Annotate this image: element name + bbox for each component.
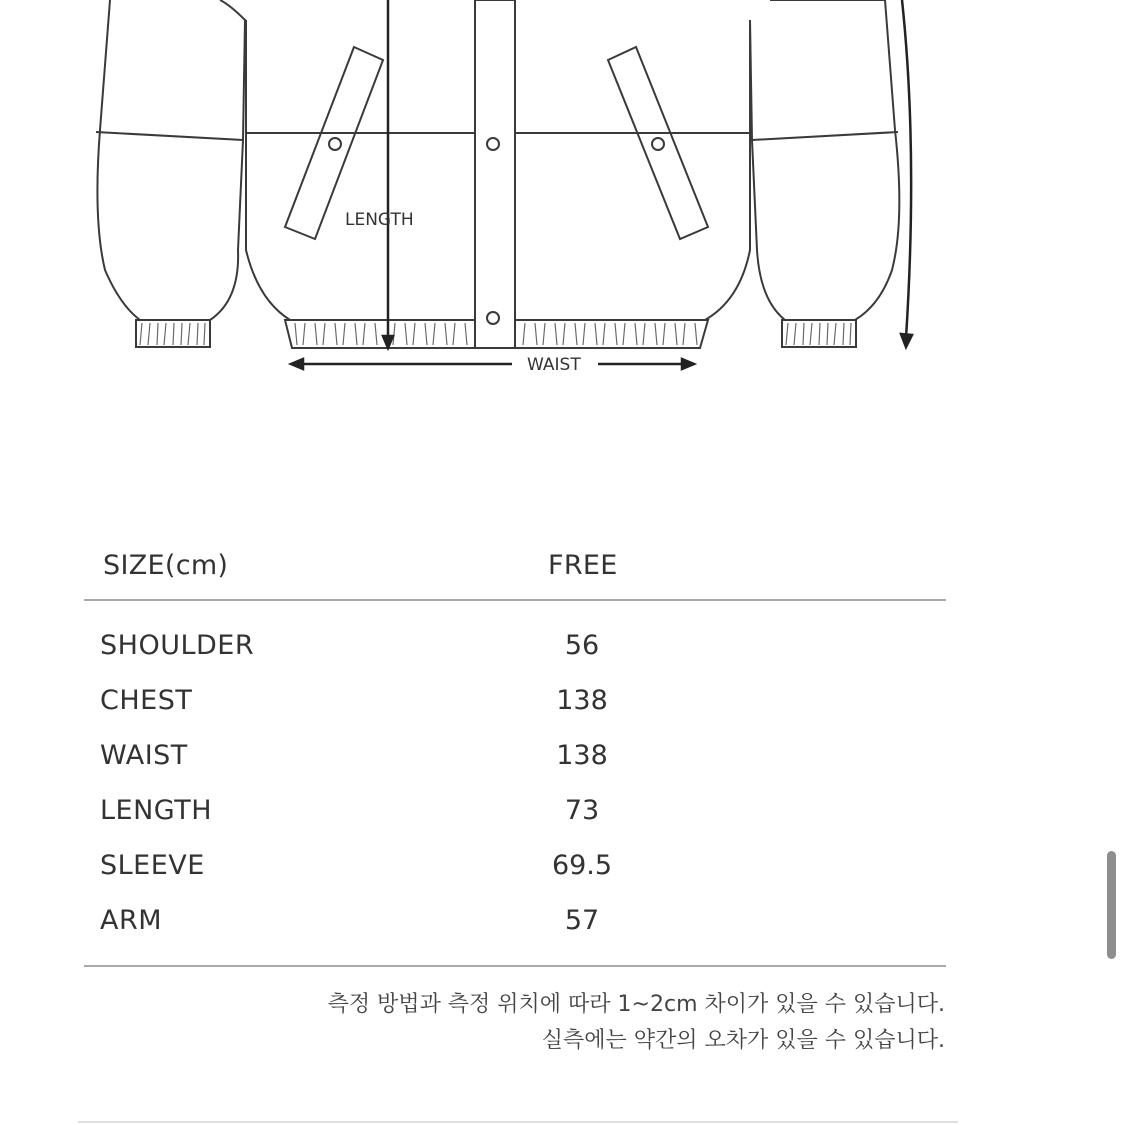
length-label: LENGTH xyxy=(345,210,414,230)
measure-value: 138 xyxy=(556,740,608,771)
measure-value: 73 xyxy=(564,795,600,826)
body-left-panel xyxy=(246,0,475,320)
tolerance-note: 실측에는 약간의 오차가 있을 수 있습니다. xyxy=(541,1028,945,1053)
snap-button xyxy=(487,312,499,324)
measure-label: LENGTH xyxy=(100,795,213,826)
left-sleeve xyxy=(97,0,245,320)
measurement-note: 측정 방법과 측정 위치에 따라 1~2cm 차이가 있을 수 있습니다. xyxy=(327,992,945,1017)
front-placket xyxy=(475,0,515,348)
sleeve-arrow xyxy=(902,0,911,338)
free-size-header: FREE xyxy=(548,550,618,581)
table-top-rule xyxy=(84,599,946,601)
measure-value: 56 xyxy=(564,630,600,661)
table-bottom-rule xyxy=(84,965,946,967)
measure-value: 138 xyxy=(556,685,608,716)
table-row xyxy=(0,740,1125,795)
snap-button xyxy=(487,138,499,150)
measure-label: CHEST xyxy=(100,685,193,716)
table-row xyxy=(0,850,1125,905)
size-column-header: SIZE(cm) xyxy=(103,550,229,581)
measure-label: SLEEVE xyxy=(100,850,205,881)
scrollbar-thumb[interactable] xyxy=(1107,851,1116,959)
waist-label: WAIST xyxy=(527,355,581,375)
table-row xyxy=(0,905,1125,960)
measure-label: WAIST xyxy=(100,740,188,771)
measure-label: SHOULDER xyxy=(100,630,255,661)
table-row xyxy=(0,630,1125,685)
pocket-snap xyxy=(652,138,664,150)
measure-value: 69.5 xyxy=(551,850,613,881)
jacket-size-diagram xyxy=(0,0,1125,400)
section-divider xyxy=(78,1121,958,1123)
table-row xyxy=(0,685,1125,740)
pocket-snap xyxy=(329,138,341,150)
measure-value: 57 xyxy=(564,905,600,936)
measure-label: ARM xyxy=(100,905,163,936)
table-row xyxy=(0,795,1125,850)
right-sleeve xyxy=(750,0,899,320)
